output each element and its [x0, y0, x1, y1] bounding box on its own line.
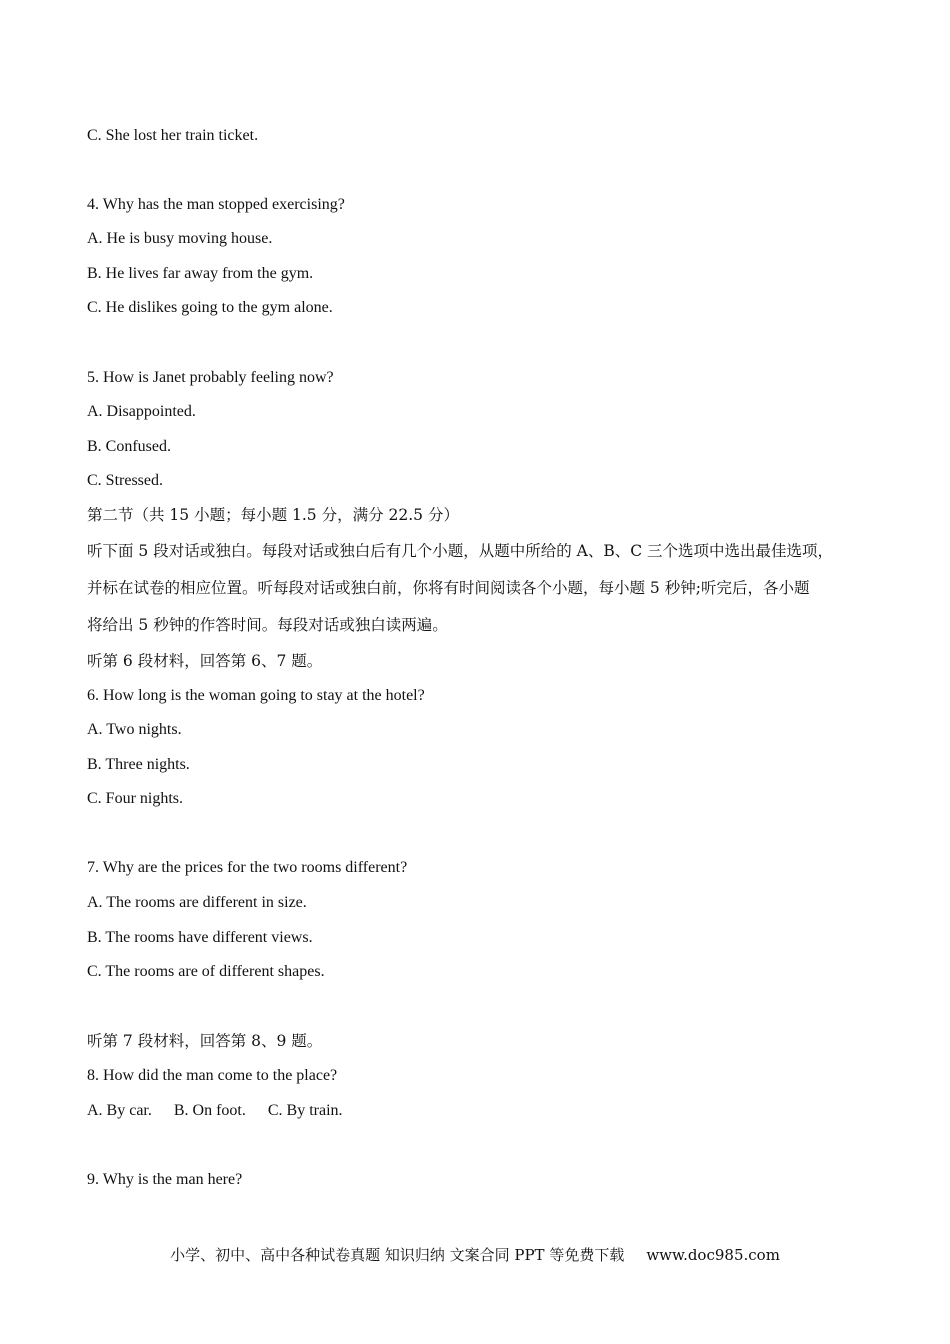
section-instruction-line-1: 听下面 5 段对话或独白。每段对话或独白后有几个小题，从题中所给的 A、B、C 三个选项中选出最佳选项， — [87, 542, 834, 560]
q6-option-b: B. Three nights. — [87, 756, 190, 773]
q5-option-b: B. Confused. — [87, 438, 171, 455]
page-footer — [0, 1245, 950, 1265]
q5-option-a: A. Disappointed. — [87, 403, 196, 420]
q7-option-b: B. The rooms have different views. — [87, 929, 313, 946]
section-instruction-line-3: 将给出 5 秒钟的作答时间。每段对话或独白读两遍。 — [87, 616, 448, 634]
q8-option-b: B. On foot. — [173, 1102, 246, 1119]
q4-option-a: A. He is busy moving house. — [87, 230, 273, 247]
q9-question: 9. Why is the man here? — [87, 1171, 243, 1188]
q6-option-c: C. Four nights. — [87, 790, 184, 807]
q8-options — [87, 1101, 365, 1121]
section-instruction-line-2: 并标在试卷的相应位置。听每段对话或独白前，你将有时间阅读各个小题，每小题 5 秒钟;听完后，各小题 — [87, 579, 810, 597]
q3-option-c: C. She lost her train ticket. — [87, 127, 259, 144]
q5-question: 5. How is Janet probably feeling now? — [87, 369, 334, 386]
q4-option-c: C. He dislikes going to the gym alone. — [87, 299, 333, 316]
material-6-label: 听第 6 段材料，回答第 6、7 题。 — [87, 652, 323, 670]
q8-option-a: A. By car. — [87, 1102, 152, 1119]
q4-option-b: B. He lives far away from the gym. — [87, 265, 314, 282]
q7-option-c: C. The rooms are of different shapes. — [87, 963, 325, 980]
q6-question: 6. How long is the woman going to stay at the hotel? — [87, 687, 425, 704]
q8-option-c: C. By train. — [267, 1102, 343, 1119]
q7-option-a: A. The rooms are different in size. — [87, 894, 307, 911]
q5-option-c: C. Stressed. — [87, 472, 163, 489]
q8-question: 8. How did the man come to the place? — [87, 1067, 338, 1084]
footer-text: 小学、初中、高中各种试卷真题 知识归纳 文案合同 PPT 等免费下载 — [170, 1246, 625, 1264]
q6-option-a: A. Two nights. — [87, 721, 182, 738]
q4-question: 4. Why has the man stopped exercising? — [87, 196, 345, 213]
section-heading: 第二节（共 15 小题；每小题 1.5 分，满分 22.5 分） — [87, 506, 459, 524]
footer-site-link[interactable]: www.doc985.com — [646, 1246, 780, 1264]
q7-question: 7. Why are the prices for the two rooms different? — [87, 859, 408, 876]
material-7-label: 听第 7 段材料，回答第 8、9 题。 — [87, 1032, 323, 1050]
